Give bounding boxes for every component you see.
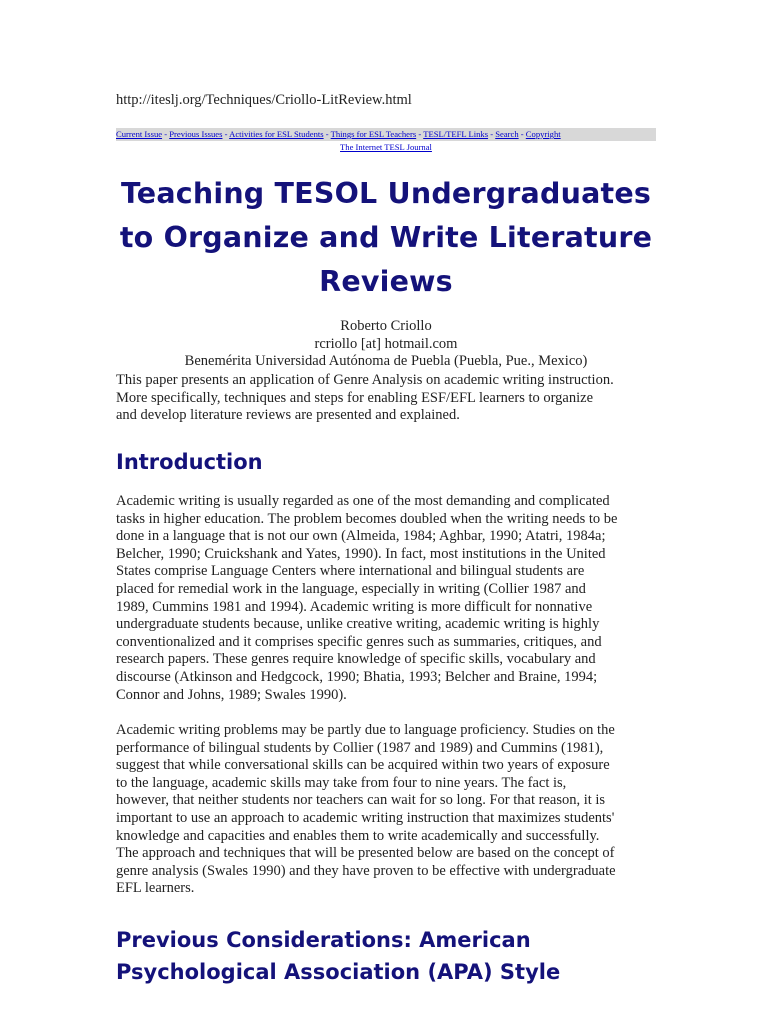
heading-line: Psychological Association (APA) Style (116, 960, 561, 984)
nav-separator: - (518, 129, 526, 139)
abstract-line: More specifically, techniques and steps for enabling ESF/EFL learners to organize (116, 389, 594, 406)
paragraph-line: to the language, academic skills may take from four to nine years. The fact is, (116, 774, 567, 791)
abstract-line: and develop literature reviews are presented and explained. (116, 407, 460, 423)
nav-link-copyright[interactable]: Copyright (525, 129, 561, 139)
paragraph-line: tasks in higher education. The problem becomes doubled when the writing needs to be (116, 510, 618, 527)
intro-paragraph-1 (116, 493, 656, 704)
author-block (116, 318, 656, 371)
nav-separator: - (323, 129, 331, 139)
nav-link-things-for-teachers[interactable]: Things for ESL Teachers (330, 129, 417, 139)
paragraph-line: genre analysis (Swales 1990) and they have proven to be effective with undergraduate (116, 862, 616, 879)
heading-line: Previous Considerations: American (116, 928, 531, 952)
paragraph-line: Connor and Johns, 1989; Swales 1990). (116, 686, 347, 703)
paragraph-line: Academic writing is usually regarded as one of the most demanding and complicated (116, 493, 610, 509)
author-name: Roberto Criollo (340, 318, 432, 334)
paragraph-line: The approach and techniques that will be presented below are based on the concept of (116, 845, 615, 862)
paragraph-line: placed for remedial work in the language, especially in writing (Collier 1987 and (116, 580, 586, 597)
author-affiliation: Benemérita Universidad Autónoma de Puebla (Puebla, Pue., Mexico) (184, 353, 588, 369)
title-line: to Organize and Write Literature (119, 221, 653, 254)
nav-separator: - (488, 129, 496, 139)
section-heading-introduction: Introduction (116, 450, 263, 474)
title-line: Teaching TESOL Undergraduates (120, 177, 652, 210)
paragraph-line: knowledge and capacities and enables them to write academically and successfully. (116, 827, 600, 844)
source-url: http://iteslj.org/Techniques/Criollo-LitReview.html (116, 92, 412, 108)
nav-link-journal[interactable]: The Internet TESL Journal (340, 142, 432, 152)
paragraph-line: conventionalized and it comprises specific genres such as summaries, critiques, and (116, 633, 602, 650)
intro-paragraph-2 (116, 722, 656, 898)
abstract-line: This paper presents an application of Genre Analysis on academic writing instruction. (116, 372, 614, 388)
section-heading-previous-considerations (116, 924, 560, 988)
paragraph-line: however, that neither students nor teachers can wait for so long. For that reason, it is (116, 792, 606, 809)
nav-link-activities[interactable]: Activities for ESL Students (229, 129, 324, 139)
paragraph-line: EFL learners. (116, 880, 195, 897)
nav-link-search[interactable]: Search (495, 129, 519, 139)
paragraph-line: performance of bilingual students by Collier (1987 and 1989) and Cummins (1981), (116, 739, 604, 756)
nav-separator: - (416, 129, 424, 139)
nav-links-row (116, 128, 656, 140)
nav-link-current-issue[interactable]: Current Issue (116, 129, 163, 139)
author-email: rcriollo [at] hotmail.com (314, 335, 458, 352)
nav-link-tesl-tefl-links[interactable]: TESL/TEFL Links (423, 129, 489, 139)
abstract (116, 372, 656, 425)
paragraph-line: 1989, Cummins 1981 and 1994). Academic writing is more difficult for nonnative (116, 598, 593, 615)
title-line: Reviews (319, 265, 453, 298)
paragraph-line: discourse (Atkinson and Hedgcock, 1990; Bhatia, 1993; Belcher and Braine, 1994; (116, 668, 598, 685)
nav-separator: - (162, 129, 170, 139)
article-title (116, 172, 656, 304)
paragraph-line: important to use an approach to academic writing instruction that maximizes students' (116, 809, 615, 826)
paragraph-line: undergraduate students because, unlike creative writing, academic writing is highly (116, 616, 600, 633)
paragraph-line: Academic writing problems may be partly due to language proficiency. Studies on the (116, 722, 615, 738)
nav-journal-row (116, 141, 656, 153)
paragraph-line: research papers. These genres require knowledge of specific skills, vocabulary and (116, 651, 596, 668)
site-navbar (116, 128, 656, 153)
nav-separator: - (222, 129, 230, 139)
paragraph-line: done in a language that is not our own (Almeida, 1984; Aghbar, 1990; Atatri, 1984a; (116, 528, 606, 545)
paragraph-line: Belcher, 1990; Cruickshank and Yates, 1990). In fact, most institutions in the United (116, 545, 606, 562)
paragraph-line: suggest that while conversational skills can be acquired within two years of exposure (116, 757, 610, 774)
paragraph-line: States comprise Language Centers where international and bilingual students are (116, 563, 585, 580)
nav-link-previous-issues[interactable]: Previous Issues (169, 129, 223, 139)
